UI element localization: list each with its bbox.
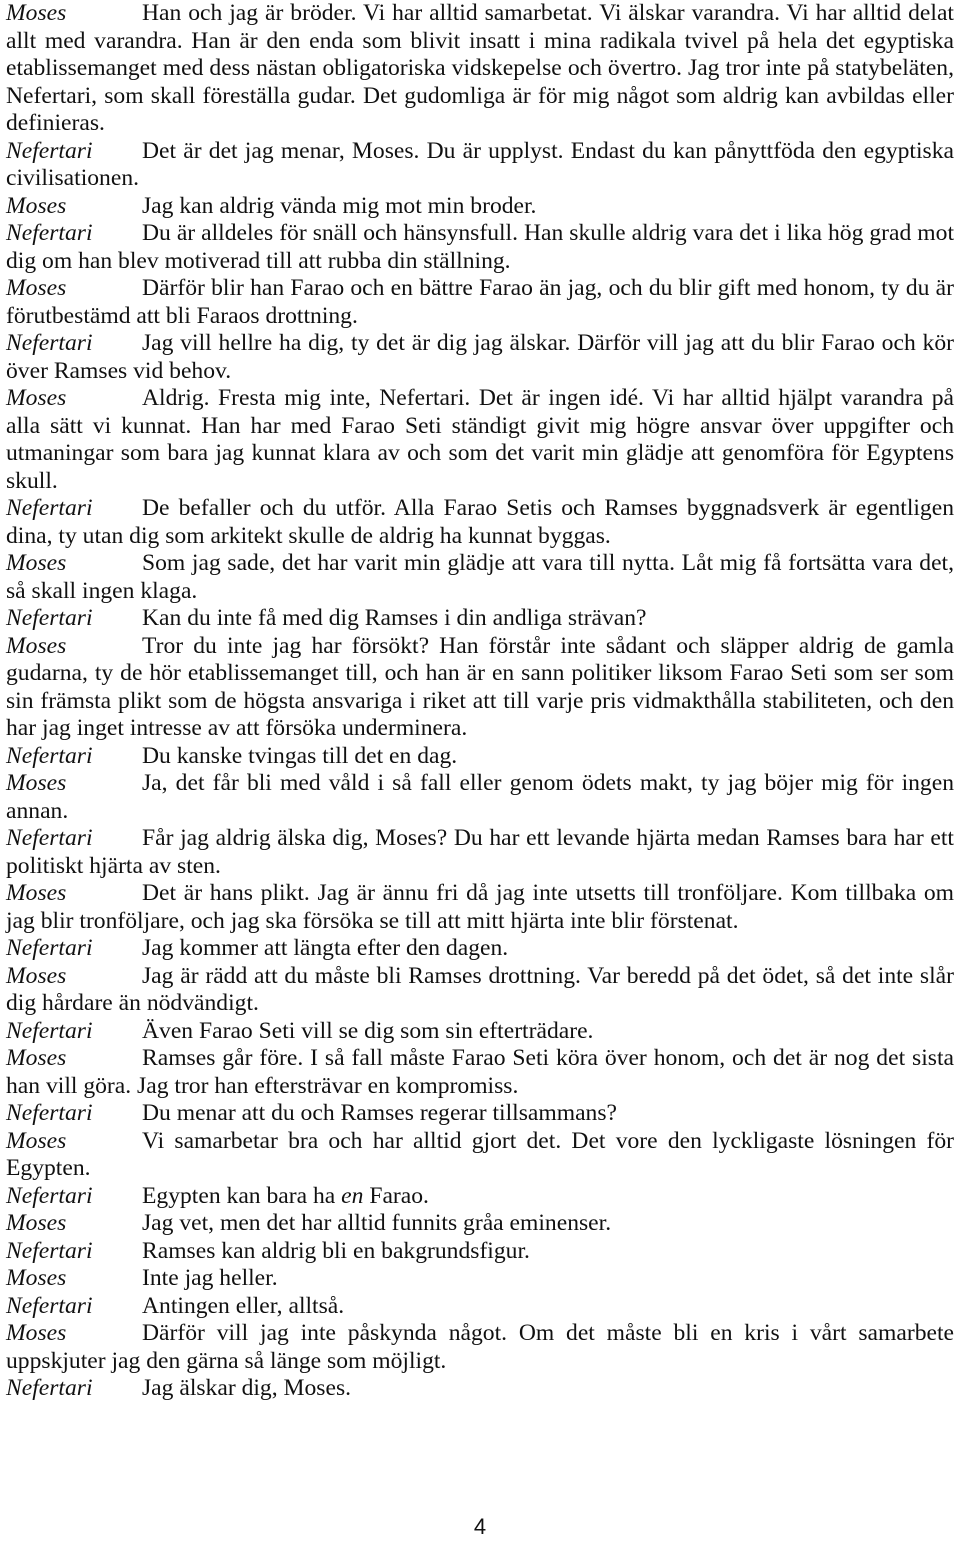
speaker-name: Moses xyxy=(6,962,67,989)
speech-text: Ja, det får bli med våld i så fall eller genom ödets makt, ty jag böjer mig för ingen annan. xyxy=(6,770,954,824)
speaker-name: Nefertari xyxy=(6,220,93,246)
dialogue-line xyxy=(6,825,954,880)
dialogue-line xyxy=(6,963,954,1018)
speaker-name: Nefertari xyxy=(6,137,93,164)
speech-text: Antingen eller, alltså. xyxy=(142,1292,345,1319)
speaker-name: Moses xyxy=(6,192,67,219)
speech-text: Det är det jag menar, Moses. Du är upplyst. Endast du kan pånyttföda den egyptiska civilisationen. xyxy=(6,137,954,191)
speech-text: Du kanske tvingas till det en dag. xyxy=(142,742,458,769)
dialogue-line xyxy=(6,1320,954,1375)
dialogue-line xyxy=(6,880,954,935)
speaker-name: Nefertari xyxy=(6,1100,93,1126)
speaker-name: Nefertari xyxy=(6,1182,93,1209)
speech-text: Jag älskar dig, Moses. xyxy=(142,1375,352,1401)
speaker-name: Nefertari xyxy=(6,1292,93,1319)
speaker-name: Moses xyxy=(6,1320,67,1346)
speaker-name: Moses xyxy=(6,1127,67,1154)
speech-text: Vi samarbetar bra och har alltid gjort det. Det vore den lyckligaste lösningen för Egypten. xyxy=(6,1127,954,1181)
speaker-name: Nefertari xyxy=(6,1237,93,1264)
speech-text: Farao. xyxy=(363,1182,429,1209)
speaker-name: Moses xyxy=(6,0,67,26)
dialogue-line xyxy=(6,935,954,963)
dialogue-line xyxy=(6,1375,954,1403)
speech-text: Får jag aldrig älska dig, Moses? Du har ett levande hjärta medan Ramses bara har ett politiskt hjärta av sten. xyxy=(6,825,954,879)
dialogue-line xyxy=(6,1210,954,1238)
speech-text: Inte jag heller. xyxy=(142,1265,278,1291)
speaker-name: Nefertari xyxy=(6,742,93,769)
speaker-name: Moses xyxy=(6,1210,67,1236)
speaker-name: Moses xyxy=(6,1265,67,1291)
dialogue-line xyxy=(6,770,954,825)
speaker-name: Moses xyxy=(6,632,67,659)
speaker-name: Nefertari xyxy=(6,825,93,851)
dialogue-line xyxy=(6,275,954,330)
speaker-name: Nefertari xyxy=(6,935,93,961)
speech-text: De befaller och du utför. Alla Farao Setis och Ramses byggnadsverk är egentligen dina, ty utan dig som arkitekt skulle de aldrig ha kunnat byggas. xyxy=(6,495,954,549)
dialogue-line xyxy=(6,743,954,771)
speech-text: Kan du inte få med dig Ramses i din andliga strävan? xyxy=(142,605,647,631)
dialogue-body xyxy=(6,0,954,1403)
dialogue-line xyxy=(6,1293,954,1321)
speech-text: Jag kommer att längta efter den dagen. xyxy=(142,935,509,961)
speaker-name: Moses xyxy=(6,550,67,576)
speech-text: Egypten kan bara ha xyxy=(142,1182,342,1209)
speech-text: Han och jag är bröder. Vi har alltid samarbetat. Vi älskar varandra. Vi har alltid delat allt med varandra. Han är den enda som blivit insatt i mina radikala tvivel på hela det egyptiska etablissemanget med dess nästan obligatoriska vidskepelse och övertro. Jag tror inte på statybeläten, Nefertari, som skall föreställa gudar. Det gudomliga är för mig något som aldrig kan avbildas eller definieras. xyxy=(6,0,954,136)
speech-text: Du menar att du och Ramses regerar tillsammans? xyxy=(142,1100,617,1126)
emphasized-text: en xyxy=(341,1182,364,1209)
dialogue-line xyxy=(6,633,954,743)
speech-text: Jag kan aldrig vända mig mot min broder. xyxy=(142,192,537,219)
speech-text: Tror du inte jag har försökt? Han förstår inte sådant och släpper aldrig de gamla gudarna, ty de hör etablissemanget till, och han är en sann politiker liksom Farao Seti som ser som sin främsta plikt som de högsta ansvariga i riket att till varje pris vidmakthålla stabiliteten, och den har jag inget intresse av att försöka underminera. xyxy=(6,632,954,741)
speech-text: Aldrig. Fresta mig inte, Nefertari. Det är ingen idé. Vi har alltid hjälpt varandra på alla sätt vi kunnat. Han har med Farao Seti ständigt givit mig högre ansvar över uppgifter och utmaningar som bara jag kunnat klara av och som det varit min glädje att genomföra för Egyptens skull. xyxy=(6,385,954,494)
dialogue-line xyxy=(6,330,954,385)
speaker-name: Moses xyxy=(6,880,67,906)
speaker-name: Nefertari xyxy=(6,1375,93,1401)
speech-text: Jag vill hellre ha dig, ty det är dig jag älskar. Därför vill jag att du blir Farao och kör över Ramses vid behov. xyxy=(6,330,954,384)
dialogue-line xyxy=(6,193,954,221)
speaker-name: Nefertari xyxy=(6,605,93,631)
dialogue-line xyxy=(6,1018,954,1046)
speaker-name: Nefertari xyxy=(6,330,93,356)
dialogue-line xyxy=(6,1128,954,1183)
speaker-name: Moses xyxy=(6,1045,67,1071)
dialogue-line xyxy=(6,0,954,138)
dialogue-line xyxy=(6,495,954,550)
speech-text: Ramses kan aldrig bli en bakgrundsfigur. xyxy=(142,1237,530,1264)
dialogue-line xyxy=(6,550,954,605)
dialogue-line xyxy=(6,385,954,495)
speech-text: Du är alldeles för snäll och hänsynsfull. Han skulle aldrig vara det i lika hög grad mot dig om han blev motiverad till att rubba din ställning. xyxy=(6,220,954,274)
dialogue-line xyxy=(6,220,954,275)
dialogue-line xyxy=(6,1238,954,1266)
dialogue-line xyxy=(6,1265,954,1293)
speaker-name: Moses xyxy=(6,770,67,796)
speech-text: Jag vet, men det har alltid funnits gråa eminenser. xyxy=(142,1210,612,1236)
speech-text: Ramses går före. I så fall måste Farao Seti köra över honom, och det är nog det sista han vill göra. Jag tror han eftersträvar en kompromiss. xyxy=(6,1045,954,1099)
speech-text: Som jag sade, det har varit min glädje att vara till nytta. Låt mig få fortsätta vara det, så skall ingen klaga. xyxy=(6,550,954,604)
dialogue-line xyxy=(6,605,954,633)
speech-text: Därför blir han Farao och en bättre Farao än jag, och du blir gift med honom, ty du är förutbestämd att bli Faraos drottning. xyxy=(6,275,954,329)
speaker-name: Nefertari xyxy=(6,1017,93,1044)
page-number: 4 xyxy=(473,1514,487,1539)
dialogue-line xyxy=(6,138,954,193)
speaker-name: Moses xyxy=(6,275,67,301)
speaker-name: Nefertari xyxy=(6,495,93,521)
speech-text: Även Farao Seti vill se dig som sin efterträdare. xyxy=(142,1017,594,1044)
dialogue-line xyxy=(6,1100,954,1128)
speaker-name: Moses xyxy=(6,385,67,411)
dialogue-line xyxy=(6,1045,954,1100)
speech-text: Därför vill jag inte påskynda något. Om det måste bli en kris i vårt samarbete uppskjuter jag den gärna så länge som möjligt. xyxy=(6,1320,954,1374)
dialogue-line xyxy=(6,1183,954,1211)
speech-text: Det är hans plikt. Jag är ännu fri då jag inte utsetts till tronföljare. Kom tillbaka om jag blir tronföljare, och jag ska försöka se till att mitt hjärta inte blir förstenat. xyxy=(6,880,954,934)
speech-text: Jag är rädd att du måste bli Ramses drottning. Var beredd på det ödet, så det inte slår dig hårdare än nödvändigt. xyxy=(6,962,954,1016)
